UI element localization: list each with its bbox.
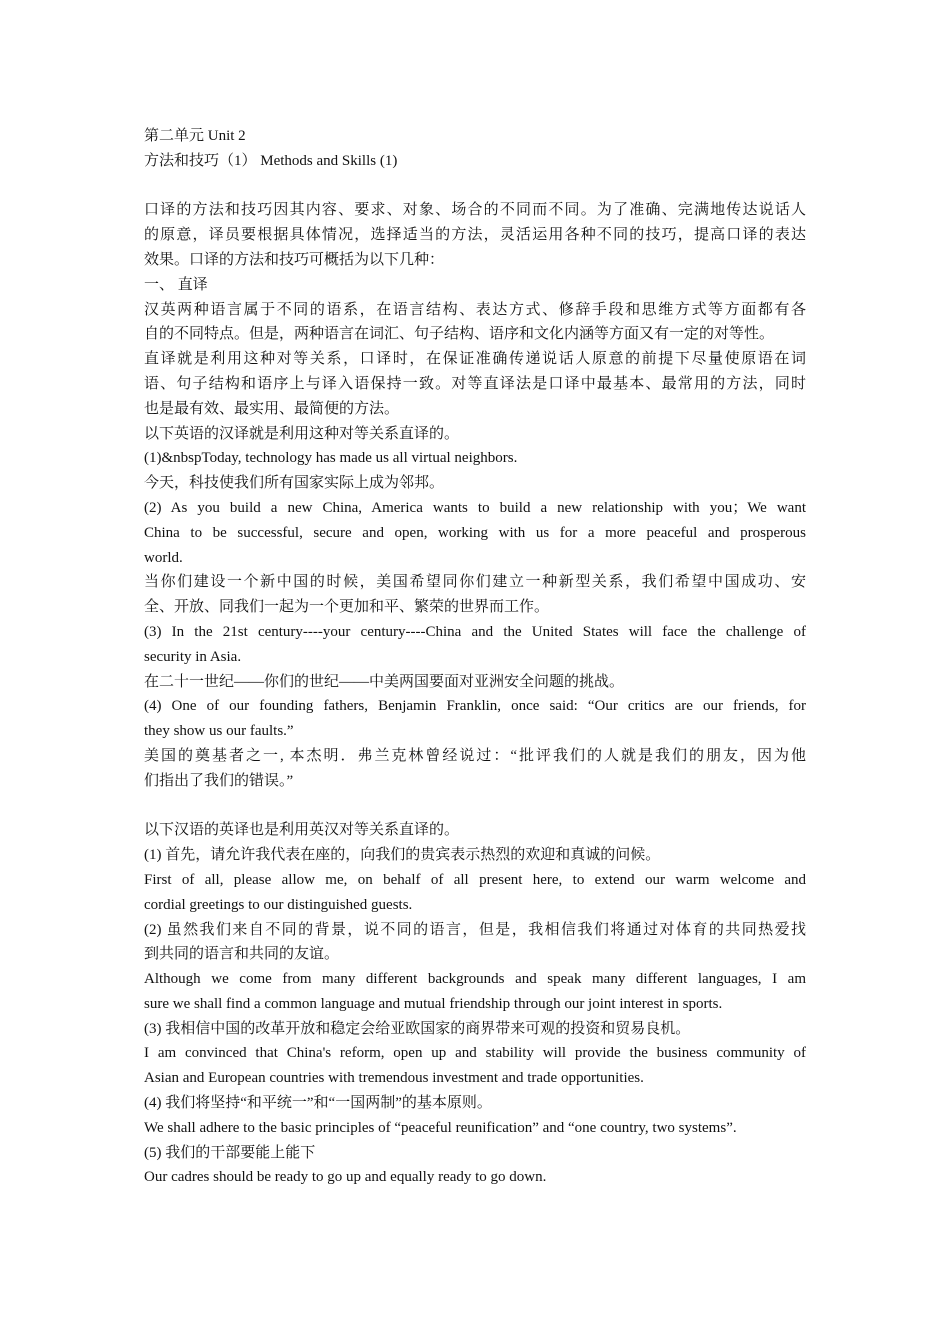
example-source: 到共同的语言和共同的友谊。 <box>144 946 340 963</box>
zh-example-4 <box>144 1091 806 1141</box>
paragraph-line: 也是最有效、最实用、最简便的方法。 <box>144 400 400 417</box>
example-source: (5) 我们的干部要能上能下 <box>144 1144 316 1161</box>
document-title: 第二单元 Unit 2 <box>144 128 246 144</box>
example-translation: Our cadres should be ready to go up and equally ready to go down. <box>144 1169 547 1186</box>
en-example-4 <box>144 694 806 793</box>
example-translation: sure we shall find a common language and mutual friendship through our joint interest in sports. <box>144 995 723 1012</box>
example-source: world. <box>144 549 183 566</box>
zh-examples-intro: 以下汉语的英译也是利用英汉对等关系直译的。 <box>144 822 460 839</box>
example-source: (1) 首先，请允许我代表在座的，向我们的贵宾表示热烈的欢迎和真诚的问候。 <box>144 847 661 864</box>
example-source: (3) 我相信中国的改革开放和稳定会给亚欧国家的商界带来可观的投资和贸易良机。 <box>144 1020 691 1037</box>
intro-paragraph <box>144 198 806 272</box>
example-translation: 全、开放、同我们一起为一个更加和平、繁荣的世界而工作。 <box>144 599 550 616</box>
paragraph-line: 汉英两种语言属于不同的语系，在语言结构、表达方式、修辞手段和思维方式等方面都有各 <box>144 301 806 318</box>
paragraph-line: 的原意，译员要根据具体情况，选择适当的方法，灵活运用各种不同的技巧，提高口译的表达 <box>144 227 806 244</box>
en-example-2 <box>144 496 806 620</box>
example-translation: Although we come from many different backgrounds and speak many different languages, I am <box>144 971 806 988</box>
section-paragraph <box>144 298 806 422</box>
example-translation: 今天，科技使我们所有国家实际上成为邻邦。 <box>144 475 445 492</box>
document-page <box>144 124 806 1190</box>
blank-line <box>144 174 806 199</box>
document-subtitle: 方法和技巧（1） Methods and Skills (1) <box>144 152 398 169</box>
zh-example-5 <box>144 1141 806 1191</box>
example-source: security in Asia. <box>144 648 242 665</box>
paragraph-line: 口译的方法和技巧因其内容、要求、对象、场合的不同而不同。为了准确、完满地传达说话人 <box>144 202 806 219</box>
example-translation: Asian and European countries with tremendous investment and trade opportunities. <box>144 1070 644 1087</box>
zh-example-2 <box>144 918 806 1017</box>
example-source: (4) One of our founding fathers, Benjamin Franklin, once said: “Our critics are our friends, for <box>144 698 806 715</box>
example-source: (2) As you build a new China, America wants to build a new relationship with you；We want <box>144 499 806 516</box>
zh-example-1 <box>144 843 806 917</box>
example-translation: 在二十一世纪——你们的世纪——中美两国要面对亚洲安全问题的挑战。 <box>144 673 625 690</box>
blank-line <box>144 794 806 819</box>
paragraph-line: 语、句子结构和语序上与译入语保持一致。对等直译法是口译中最基本、最常用的方法，同时 <box>144 375 806 392</box>
en-examples-intro: 以下英语的汉译就是利用这种对等关系直译的。 <box>144 425 460 442</box>
example-translation: 美国的奠基者之一, 本杰明．弗兰克林曾经说过：“批评我们的人就是我们的朋友，因为他 <box>144 747 806 764</box>
example-source: (2) 虽然我们来自不同的背景，说不同的语言，但是，我相信我们将通过对体育的共同热爱找 <box>144 921 806 938</box>
example-translation: We shall adhere to the basic principles of “peaceful reunification” and “one country, two systems”. <box>144 1119 737 1136</box>
en-example-3 <box>144 620 806 694</box>
example-translation: 当你们建设一个新中国的时候，美国希望同你们建立一种新型关系，我们希望中国成功、安 <box>144 574 806 591</box>
zh-example-3 <box>144 1017 806 1091</box>
example-translation: cordial greetings to our distinguished guests. <box>144 896 413 913</box>
section-heading: 一、 直译 <box>144 276 208 293</box>
example-translation: 们指出了我们的错误。” <box>144 772 294 789</box>
paragraph-line: 自的不同特点。但是，两种语言在词汇、句子结构、语序和文化内涵等方面又有一定的对等性。 <box>144 326 775 343</box>
example-translation: First of all, please allow me, on behalf of all present here, to extend our warm welcome and <box>144 871 806 888</box>
example-source: (4) 我们将坚持“和平统一”和“一国两制”的基本原则。 <box>144 1095 492 1112</box>
paragraph-line: 效果。口译的方法和技巧可概括为以下几种： <box>144 251 445 268</box>
example-source: China to be successful, secure and open, working with us for a more peaceful and prosperous <box>144 524 806 541</box>
example-translation: I am convinced that China's reform, open up and stability will provide the business community of <box>144 1045 806 1062</box>
example-source: (3) In the 21st century----your century----China and the United States will face the challenge of <box>144 623 806 640</box>
example-source: they show us our faults.” <box>144 723 294 740</box>
paragraph-line: 直译就是利用这种对等关系，口译时，在保证准确传递说话人原意的前提下尽量使原语在词 <box>144 351 806 368</box>
en-example-1 <box>144 446 806 496</box>
example-source: (1)&nbspToday, technology has made us all virtual neighbors. <box>144 450 518 467</box>
